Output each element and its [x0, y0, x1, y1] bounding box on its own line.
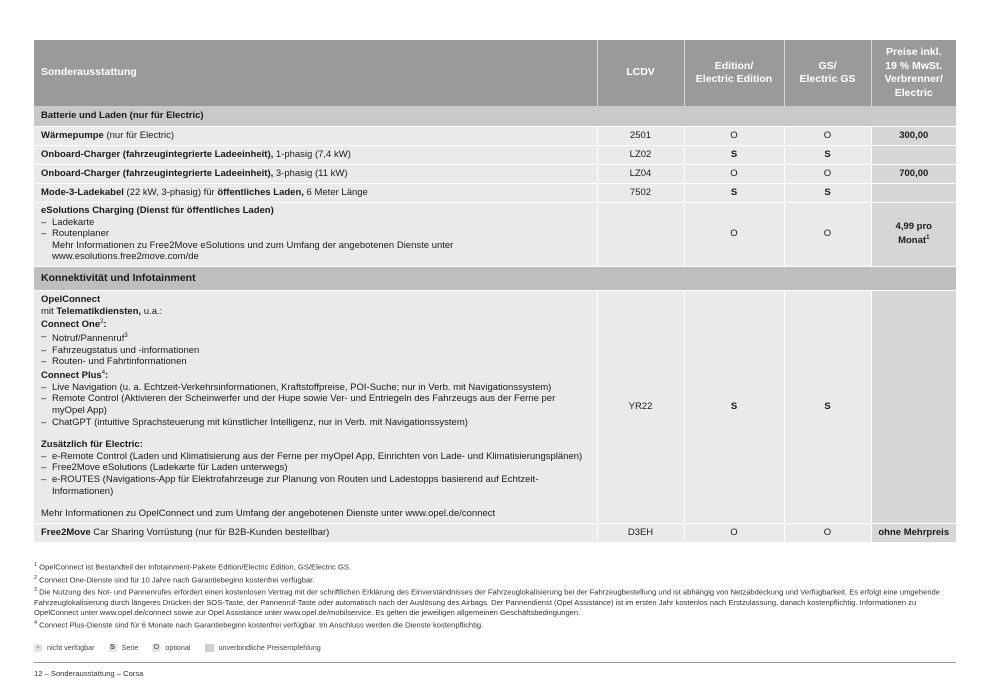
lcdv-code: LZ04: [597, 164, 684, 183]
opelconnect-info: Mehr Informationen zu OpelConnect und zum Umfang der angebotenen Dienste unter www.opel.de/connect: [41, 508, 496, 520]
edition-value: S: [684, 145, 784, 164]
list-item: – Routen- und Fahrtinformationen: [41, 356, 590, 368]
legend-price: unverbindliche Preisempfehlung: [205, 643, 321, 652]
table-row: [34, 145, 956, 164]
footnotes: [34, 560, 956, 630]
table-row: [34, 202, 956, 266]
lcdv-code: 2501: [597, 126, 684, 145]
connect-plus-list: [41, 382, 590, 428]
esolutions-list: [41, 217, 590, 240]
s-symbol: S: [110, 643, 115, 651]
list-item: – Live Navigation (u. a. Echtzeit-Verkehrsinformationen, Kraftstoffpreise, POI-Suche; nur in Verb. mit Navigationssystem): [41, 382, 590, 394]
price-value: 300,00: [871, 126, 956, 145]
lcdv-code: D3EH: [597, 523, 684, 542]
edition-value: O: [684, 164, 784, 183]
table-row: [34, 164, 956, 183]
header-equipment: Sonderausstattung: [34, 40, 597, 106]
row-description: Onboard-Charger (fahrzeugintegrierte Ladeeinheit), 3-phasig (11 kW): [34, 164, 597, 183]
row-description: Mode-3-Ladekabel (22 kW, 3-phasig) für öffentliches Laden, 6 Meter Länge: [34, 183, 597, 202]
legend-standard: S Serie: [110, 643, 139, 652]
legend-optional: O optional: [153, 643, 191, 652]
edition-value: O: [684, 126, 784, 145]
list-item: – e-ROUTES (Navigations-App für Elektrofahrzeuge zur Planung von Routen und Ladestopps basierend auf Echtzeit-Informationen): [41, 474, 590, 497]
header-gs: GS/ Electric GS: [784, 40, 871, 106]
header-edition: Edition/ Electric Edition: [684, 40, 784, 106]
header-lcdv: LCDV: [597, 40, 684, 106]
legend-not-available: - nicht verfügbar: [34, 643, 95, 652]
price-value: [871, 145, 956, 164]
table-row: [34, 126, 956, 145]
footer-divider: [34, 662, 956, 663]
list-item: – Remote Control (Aktivieren der Scheinwerfer und der Hupe sowie Ver- und Entriegeln des Fahrzeugs aus der Ferne per myOpel App): [41, 393, 590, 416]
list-item: – Routenplaner: [41, 228, 590, 240]
gs-value: O: [784, 202, 871, 266]
section-battery: Batterie und Laden (nur für Electric): [34, 106, 956, 126]
gs-value: O: [784, 164, 871, 183]
gs-value: S: [784, 183, 871, 202]
edition-value: O: [684, 523, 784, 542]
price-swatch: [205, 644, 214, 652]
table-row: [34, 183, 956, 202]
edition-value: O: [684, 202, 784, 266]
gs-value: S: [784, 145, 871, 164]
row-description: eSolutions Charging (Dienst für öffentliches Laden) – Ladekarte – Routenplaner Mehr Informationen zu Free2Move eSolutions und zum Umfang der angebotenen Dienste unter www.esolutions.free2move.com/de: [34, 202, 597, 266]
footnote: $^2$ Connect One-Dienste sind für 10 Jahre nach Garantiebeginn kostenfrei verfügbar.: [34, 574, 315, 585]
o-symbol: O: [153, 643, 160, 651]
row-description: Wärmepumpe (nur für Electric): [34, 126, 597, 145]
edition-value: S: [684, 183, 784, 202]
dash-symbol: -: [34, 644, 42, 652]
gs-value: O: [784, 126, 871, 145]
price-value: [871, 183, 956, 202]
esolutions-info: Mehr Informationen zu Free2Move eSolutions und zum Umfang der angebotenen Dienste unter www.esolutions.free2move.com/de: [52, 239, 454, 263]
table-row: [34, 523, 956, 542]
list-item: – ChatGPT (intuitive Sprachsteuerung mit künstlicher Intelligenz, nur in Verb. mit Navigationssystem): [41, 417, 590, 429]
price-value: 700,00: [871, 164, 956, 183]
row-description: Free2Move Car Sharing Vorrüstung (nur für B2B-Kunden bestellbar): [34, 523, 597, 542]
row-description: OpelConnect mit Telematikdiensten, u.a.: Connect One$^2$: – Notruf/Pannenruf$^3$ – Fahrzeugstatus und -informationen – Routen- und Fahrtinformationen Connect Plus$^4$: – Live Navigation (u. a. Echtzeit-Verkehrsinformationen, Kraftstoffpreise, POI-Suche; nur in Verb. mit Navigationssystem) – Remote Control (Aktivieren der Scheinwerfer und der Hupe sowie Ver- und Entriegeln des Fahrzeugs aus der Ferne per myOpel App) – ChatGPT (intuitive Sprachsteuerung mit künstlicher Intelligenz, nur in Verb. mit Navigationssystem) Zusätzlich für Electric: – e-Remote Control (Laden und Klimatisierung aus der Ferne per myOpel App, Einrichten von Lade- und Klimatisierungsplänen) – Free2Move eSolutions (Ladekarte für Laden unterwegs) – e-ROUTES (Navigations-App für Elektrofahrzeuge zur Planung von Routen und Ladestopps basierend auf Echtzeit-Informationen) Mehr Informationen zu OpelConnect und zum Umfang der angebotenen Dienste unter www.opel.de/connect: [34, 291, 597, 524]
edition-value: S: [684, 291, 784, 524]
list-item: – Fahrzeugstatus und -informationen: [41, 345, 590, 357]
electric-list: [41, 451, 590, 497]
section-connectivity: Konnektivität und Infotainment: [34, 266, 956, 291]
legend: [34, 643, 335, 652]
lcdv-code: LZ02: [597, 145, 684, 164]
table-header: [34, 40, 956, 106]
page-footer: 12 – Sonderausstattung – Corsa: [34, 669, 144, 678]
equipment-table: [34, 40, 956, 543]
price-value: ohne Mehrpreis: [871, 523, 956, 542]
price-value: 4,99 pro Monat$^1$: [871, 202, 956, 266]
header-price: Preise inkl. 19 % MwSt. Verbrenner/ Electric: [871, 40, 956, 106]
gs-value: O: [784, 523, 871, 542]
lcdv-code: YR22: [597, 291, 684, 524]
list-item: – Ladekarte: [41, 217, 590, 229]
lcdv-code: [597, 202, 684, 266]
connect-one-list: [41, 331, 590, 368]
table-row: [34, 291, 956, 524]
footnote: $^1$ OpelConnect ist Bestandteil der Infotainment-Pakete Edition/Electric Edition, GS/Electric GS.: [34, 562, 352, 572]
row-description: Onboard-Charger (fahrzeugintegrierte Ladeeinheit), 1-phasig (7,4 kW): [34, 145, 597, 164]
price-value: [871, 291, 956, 524]
footnote: $^3$ Die Nutzung des Not- und Pannenrufes erfordert einen kostenlosen Vertrag mit der schriftlichen Erklärung des Einverständnisses der Fahrzeuglokalisierung bei der Fahrzeugbestellung und ist abhängig von Netzabdeckung und Verfügbarkeit. Es erfolgt eine umgehende Fahrzeuglokalisierung durch längeres Drücken der SOS-Taste, der Pannenruf-Taste oder automatisch nach der Auslösung des Airbags. Der Pannendienst (Opel Assistance) ist im ersten Jahr kostenlos nach Erstzulassung, danach kostenpflichtig. Informationen zu OpelConnect unter www.opel.de/connect sowie zur Opel Assistance unter www.opel.de/mobilservice. Es gelten die jeweiligen allgemeinen Geschäftsbedingungen.: [34, 587, 940, 617]
footnote: $^4$ Connect Plus-Dienste sind für 6 Monate nach Garantiebeginn kostenfrei verfügbar. Im Anschluss werden die Dienste kostenpflichtig.: [34, 619, 484, 630]
gs-value: S: [784, 291, 871, 524]
lcdv-code: 7502: [597, 183, 684, 202]
list-item: – e-Remote Control (Laden und Klimatisierung aus der Ferne per myOpel App, Einrichten von Lade- und Klimatisierungsplänen): [41, 451, 590, 463]
list-item: – Notruf/Pannenruf$^3$: [41, 331, 590, 345]
list-item: – Free2Move eSolutions (Ladekarte für Laden unterwegs): [41, 462, 590, 474]
